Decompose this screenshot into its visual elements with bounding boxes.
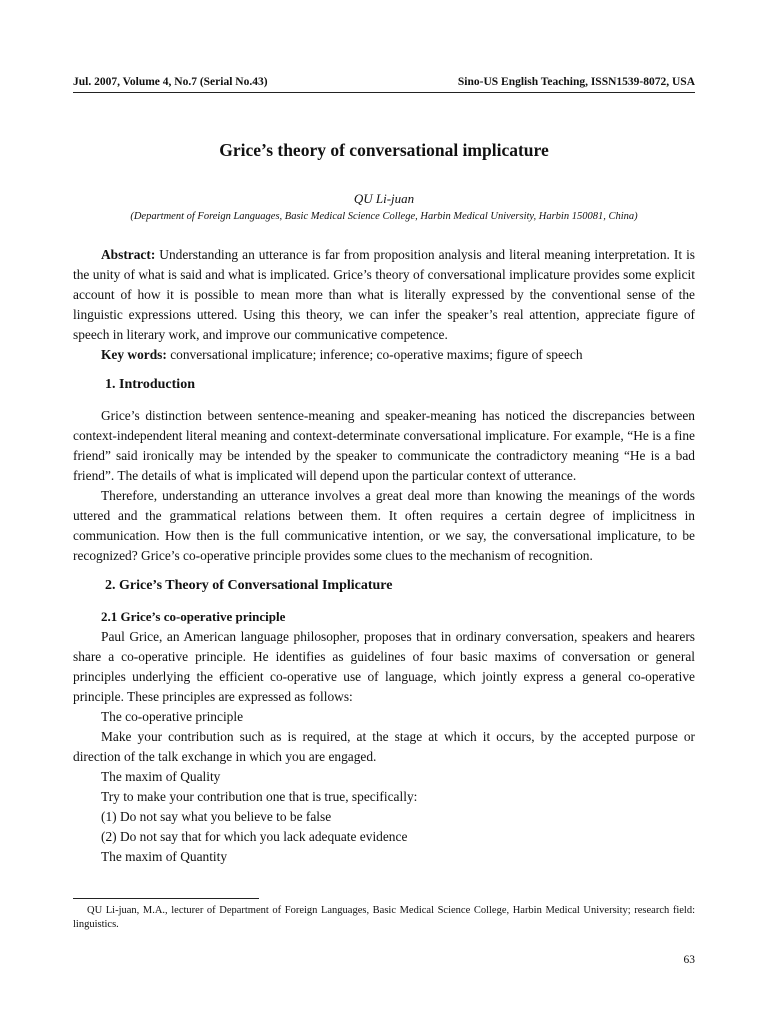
- article-title: Grice’s theory of conversational implicature: [219, 140, 549, 160]
- footnote-rule: [73, 898, 259, 899]
- author-name: QU Li-juan: [353, 191, 415, 206]
- abstract-text: Understanding an utterance is far from proposition analysis and literal meaning interpretation. It is the unity of what is said and what is implicated. Grice’s theory of conversational implicature provides some explicit account of how it is possible to mean more than what is literally expressed by the conventional sense of the linguistic expressions uttered. Using this theory, we can infer the speaker’s real attention, appreciate figure of speech in literary work, and improve our communicative competence.: [73, 247, 695, 342]
- paragraph: Try to make your contribution one that is true, specifically:: [101, 789, 418, 804]
- paragraph: Therefore, understanding an utterance involves a great deal more than knowing the meanings of the words uttered and the grammatical relations between them. It often requires a certain degree of implicitness in communication. How then is the full communicative intention, or we say, the conversational implicature, to be recognized? Grice’s co-operative principle provides some clues to the mechanism of recognition.: [73, 488, 695, 563]
- section-heading-introduction: 1. Introduction: [105, 377, 195, 392]
- paragraph: (1) Do not say what you believe to be false: [101, 809, 332, 824]
- paragraph: Paul Grice, an American language philosopher, proposes that in ordinary conversation, speakers and hearers share a co-operative principle. He identifies as guidelines of four basic maxims of conversation or general principles underlying the efficient co-operative use of language, which jointly express a general co-operative principle. These principles are expressed as follows:: [73, 629, 695, 704]
- footnote: QU Li-juan, M.A., lecturer of Department of Foreign Languages, Basic Medical Science College, Harbin Medical University; research field: linguistics.: [73, 905, 695, 930]
- paragraph: Grice’s distinction between sentence-meaning and speaker-meaning has noticed the discrepancies between context-independent literal meaning and context-determinate conversational implicature. For example, “He is a fine friend” said ironically may be intended by the speaker to communicate the contradictory meaning “He is a bad friend”. The details of what is implicated will depend upon the particular context of utterance.: [73, 408, 695, 483]
- keywords-label: Key words:: [101, 347, 167, 362]
- page-number: 63: [683, 954, 695, 966]
- paragraph: The co-operative principle: [101, 709, 244, 724]
- subsection-heading-cooperative-principle: 2.1 Grice’s co-operative principle: [101, 609, 286, 624]
- header-journal-name: Sino-US English Teaching, ISSN1539-8072, USA: [457, 76, 695, 88]
- running-header: [73, 70, 695, 88]
- keywords: [73, 345, 695, 365]
- paragraph: The maxim of Quantity: [101, 849, 228, 864]
- author-affiliation: (Department of Foreign Languages, Basic Medical Science College, Harbin Medical University, Harbin 150081, China): [130, 211, 638, 222]
- paragraph: The maxim of Quality: [101, 769, 221, 784]
- article-body: [73, 138, 695, 867]
- keywords-text: conversational implicature; inference; co-operative maxims; figure of speech: [166, 347, 583, 362]
- section-heading-theory: 2. Grice’s Theory of Conversational Implicature: [105, 578, 393, 593]
- abstract-label: Abstract:: [101, 247, 156, 262]
- header-rule: [73, 92, 695, 93]
- paragraph: Make your contribution such as is required, at the stage at which it occurs, by the accepted purpose or direction of the talk exchange in which you are engaged.: [73, 729, 695, 764]
- abstract: [73, 245, 695, 345]
- header-journal-issue: Jul. 2007, Volume 4, No.7 (Serial No.43): [73, 76, 268, 88]
- paragraph: (2) Do not say that for which you lack adequate evidence: [101, 829, 408, 844]
